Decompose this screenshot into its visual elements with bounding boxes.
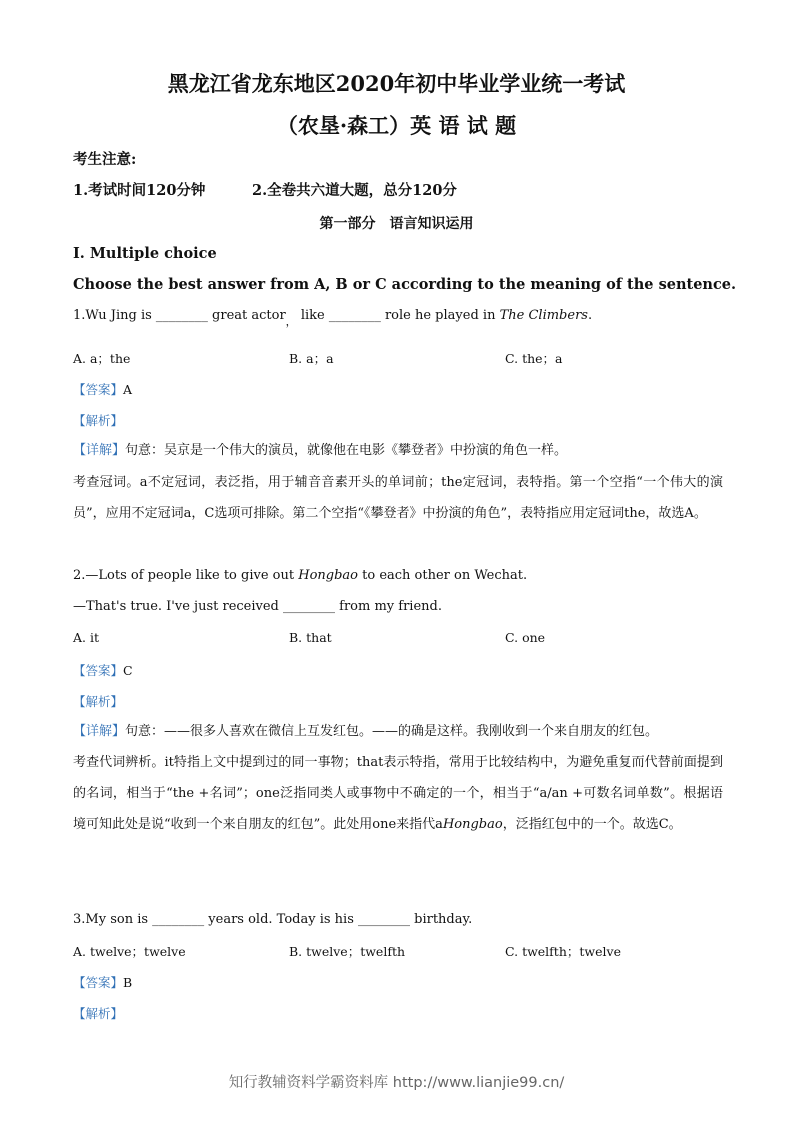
question-1-analysis-label: 【解析】 (73, 413, 124, 428)
question-1-film-title: The Climbers (499, 308, 588, 323)
notice-item-2: 2.全卷共六道大题，总分120分 (252, 182, 457, 199)
notice-heading: 考生注意: (73, 151, 137, 168)
question-2-option-a: A. it (73, 630, 99, 645)
question-1-stem: 1.Wu Jing is ________ great actor$_,$ like ________ role he played in The Climbers. (73, 308, 593, 328)
question-2-option-c: C. one (505, 630, 546, 645)
question-1-stem-b: like ________ role he played in (300, 308, 496, 323)
question-2-option-b: B. that (289, 630, 332, 645)
question-1-option-a: A. a；the (73, 351, 131, 366)
question-1-option-c: C. the；a (505, 351, 563, 366)
question-1-answer: 【答案】A (73, 382, 133, 397)
question-2-analysis-label: 【解析】 (73, 694, 124, 709)
question-1-explanation: 考查冠词。a不定冠词，表泛指，用于辅音音素开头的单词前；the定冠词，表特指。第一个空指“一个伟大的演员”，应用不定冠词a，C选项可排除。第二个空指“《攀登者》中扮演的角色”，表特指应用定冠词the，故选A。 (73, 475, 723, 521)
exam-title: 黑龙江省龙东地区2020年初中毕业学业统一考试 (167, 71, 626, 96)
question-3-option-b: B. twelve；twelfth (289, 944, 406, 959)
question-3-analysis-label: 【解析】 (73, 1006, 124, 1021)
question-3-answer-value: B (123, 975, 133, 990)
exam-subtitle: （农垦·森工）英 语 试 题 (276, 113, 517, 138)
notice-item-1: 1.考试时间120分钟 (73, 182, 206, 199)
question-3-answer: 【答案】B (73, 975, 133, 990)
part-title: 第一部分 语言知识运用 (319, 216, 474, 232)
question-2-detail: 【详解】句意：——很多人喜欢在微信上互发红包。——的确是这样。我刚收到一个来自朋友的红包。 (73, 724, 659, 739)
question-2-answer-value: C (123, 663, 133, 678)
section-instruction: Choose the best answer from A, B or C according to the meaning of the sentence. (73, 276, 737, 293)
question-2-explanation: 考查代词辨析。it特指上文中提到过的同一事物；that表示特指，常用于比较结构中，为避免重复而代替前面提到的名词，相当于“the +名词”；one泛指同类人或事物中不确定的一个，相当于“a/an +可数名词单数”。根据语境可知此处是说“收到一个来自朋友的红包”。此处用one来指代aHongbao，泛指红包中的一个。故选C。 (73, 755, 723, 832)
question-1-answer-value: A (123, 382, 133, 397)
question-1-detail: 【详解】句意：吴京是一个伟大的演员，就像他在电影《攀登者》中扮演的角色一样。 (73, 443, 568, 458)
question-2-stem-line2: —That's true. I've just received ________ from my friend. (73, 599, 442, 614)
page-footer: 知行教辅资料学霸资料库 http://www.lianjie99.cn/ (228, 1075, 565, 1091)
question-3-option-c: C. twelfth；twelve (505, 944, 621, 959)
section-heading: I. Multiple choice (73, 245, 217, 262)
question-3-option-a: A. twelve；twelve (73, 944, 186, 959)
question-2-hongbao: Hongbao (298, 568, 358, 583)
question-2-stem-line1: 2.—Lots of people like to give out Hongbao to each other on Wechat. (73, 568, 528, 583)
question-1-stem-a: 1.Wu Jing is ________ great actor (73, 308, 286, 323)
question-1-option-b: B. a；a (289, 351, 334, 366)
question-3-stem: 3.My son is ________ years old. Today is his ________ birthday. (73, 912, 473, 927)
question-2-answer: 【答案】C (73, 663, 133, 678)
